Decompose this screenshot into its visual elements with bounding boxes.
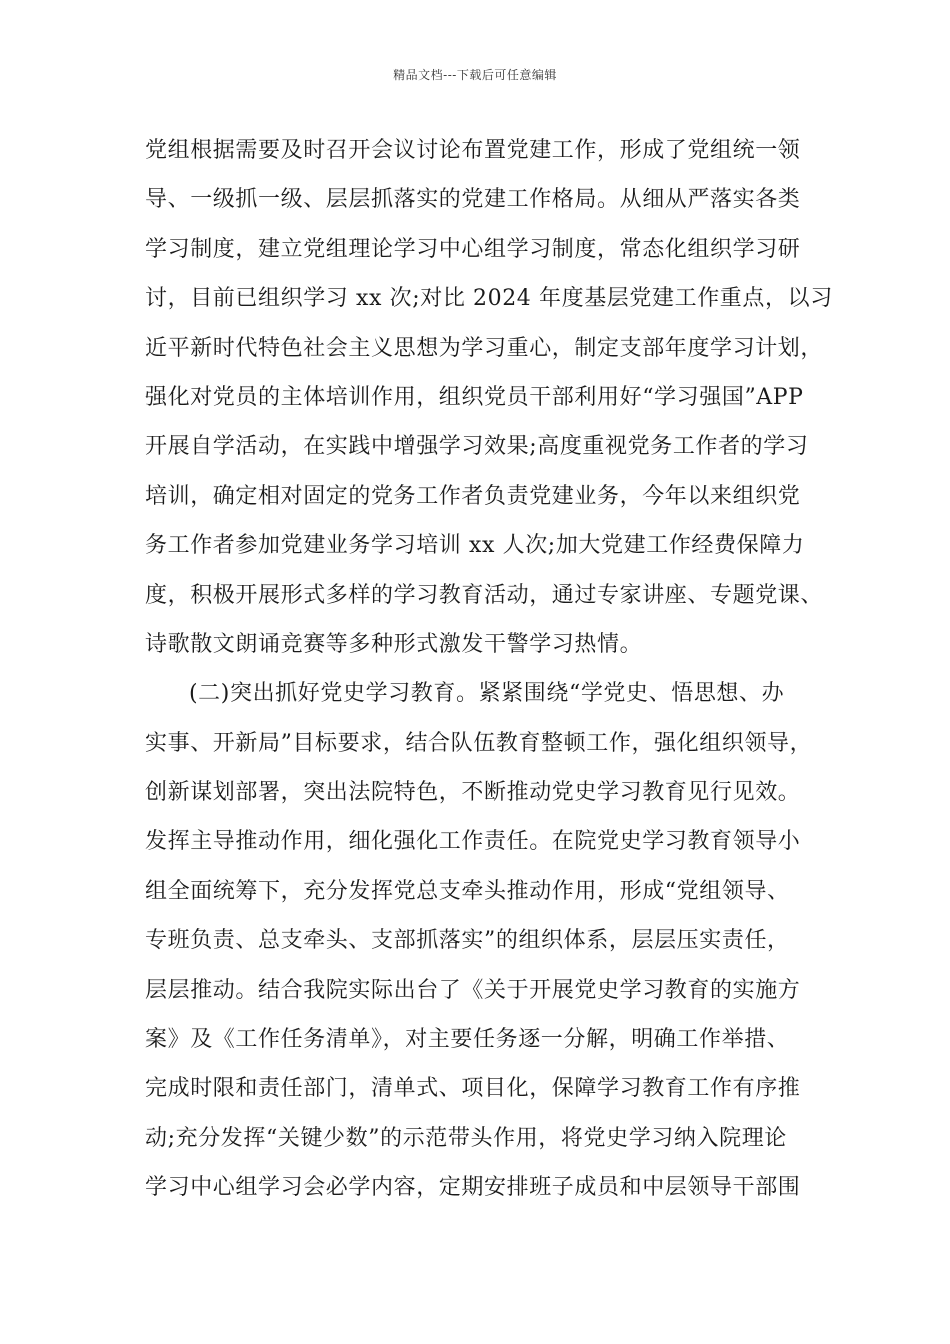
text-line: 学习制度，建立党组理论学习中心组学习制度，常态化组织学习研 xyxy=(145,236,801,262)
text-line: 层层推动。结合我院实际出台了《关于开展党史学习教育的实施方 xyxy=(145,977,801,1003)
text-line: 诗歌散文朗诵竞赛等多种形式激发干警学习热情。 xyxy=(145,631,643,657)
paragraph-1 xyxy=(145,134,833,677)
text-line: 强化对党员的主体培训作用，组织党员干部利用好“学习强国”APP xyxy=(145,384,804,410)
text-line: (二)突出抓好党史学习教育。紧紧围绕“学党史、悟思想、办 xyxy=(189,681,785,707)
text-line: 实事、开新局”目标要求，结合队伍教育整顿工作，强化组织领导， xyxy=(145,730,813,756)
text-line: 完成时限和责任部门，清单式、项目化，保障学习教育工作有序推 xyxy=(145,1076,801,1102)
text-line: 务工作者参加党建业务学习培训 xx 人次;加大党建工作经费保障力 xyxy=(145,533,805,559)
text-line: 度，积极开展形式多样的学习教育活动，通过专家讲座、专题党课、 xyxy=(145,582,824,608)
text-line: 专班负责、总支牵头、支部抓落实”的组织体系，层层压实责任， xyxy=(145,928,790,954)
paragraph-2 xyxy=(145,677,815,1220)
text-line: 开展自学活动，在实践中增强学习效果;高度重视党务工作者的学习 xyxy=(145,434,809,460)
text-line: 导、一级抓一级、层层抓落实的党建工作格局。从细从严落实各类 xyxy=(145,187,801,213)
text-line: 讨，目前已组织学习 xx 次;对比 2024 年度基层党建工作重点，以习 xyxy=(145,286,833,312)
text-line: 创新谋划部署，突出法院特色，不断推动党史学习教育见行见效。 xyxy=(145,780,801,806)
text-line: 案》及《工作任务清单》，对主要任务逐一分解，明确工作举措、 xyxy=(145,1027,790,1053)
text-line: 培训，确定相对固定的党务工作者负责党建业务，今年以来组织党 xyxy=(145,483,801,509)
text-line: 党组根据需要及时召开会议讨论布置党建工作，形成了党组统一领 xyxy=(145,138,801,163)
text-line: 组全面统筹下，充分发挥党总支牵头推动作用，形成“党组领导、 xyxy=(145,878,790,904)
page-header: 精品文档---下载后可任意编辑 xyxy=(393,68,557,82)
text-line: 近平新时代特色社会主义思想为学习重心，制定支部年度学习计划， xyxy=(145,335,824,361)
text-line: 动;充分发挥“关键少数”的示范带头作用，将党史学习纳入院理论 xyxy=(145,1125,787,1151)
text-line: 发挥主导推动作用，细化强化工作责任。在院党史学习教育领导小 xyxy=(145,829,801,855)
document-body xyxy=(145,134,833,1221)
text-line: 学习中心组学习会必学内容，定期安排班子成员和中层领导干部围 xyxy=(145,1175,801,1201)
